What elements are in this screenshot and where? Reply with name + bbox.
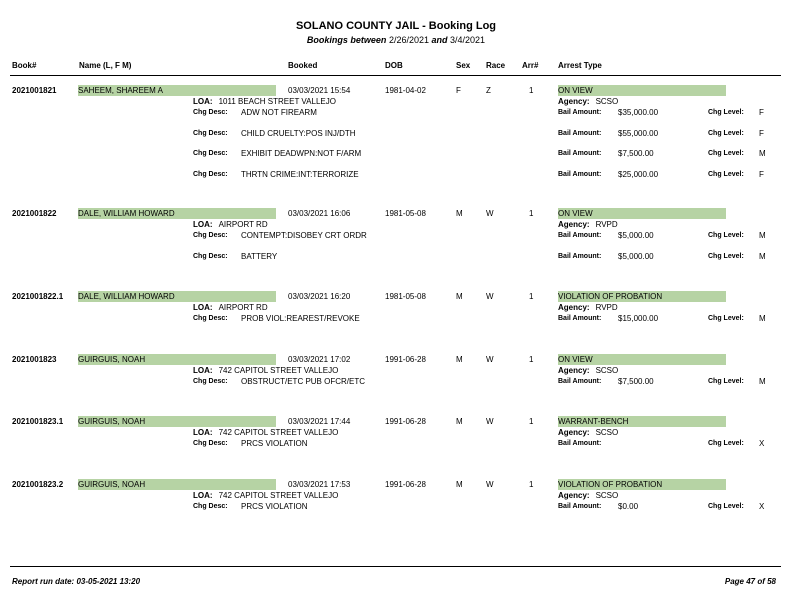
race: W — [486, 292, 494, 301]
agency-label: Agency: — [558, 97, 590, 106]
loa-value: 742 CAPITOL STREET VALLEJO — [218, 428, 339, 437]
bail-amount: $7,500.00 — [618, 377, 654, 386]
bail-amount: $5,000.00 — [618, 231, 654, 240]
charge-description: ADW NOT FIREARM — [241, 108, 317, 117]
booking-record — [0, 417, 792, 477]
charge-description: THRTN CRIME:INT:TERRORIZE — [241, 170, 359, 179]
footer-divider — [10, 566, 781, 567]
charge-level: F — [759, 129, 764, 138]
subtitle-and: and — [431, 35, 448, 45]
sex: M — [456, 480, 463, 489]
loa-line — [193, 97, 336, 106]
agency-value: RVPD — [595, 220, 618, 229]
inmate-name: DALE, WILLIAM HOWARD — [78, 208, 276, 219]
bail-amount: $35,000.00 — [618, 108, 659, 117]
chg-level-label: Chg Level: — [708, 130, 744, 137]
dob: 1991-06-28 — [385, 417, 426, 426]
sex: M — [456, 209, 463, 218]
dob: 1981-04-02 — [385, 86, 426, 95]
inmate-name: DALE, WILLIAM HOWARD — [78, 291, 276, 302]
bail-amount-label: Bail Amount: — [558, 503, 602, 510]
race: W — [486, 355, 494, 364]
chg-desc-label: Chg Desc: — [193, 503, 228, 510]
chg-level-label: Chg Level: — [708, 150, 744, 157]
arrest-number: 1 — [529, 292, 534, 301]
chg-level-label: Chg Level: — [708, 440, 744, 447]
booking-record — [0, 209, 792, 269]
charge-description: PRCS VIOLATION — [241, 439, 308, 448]
chg-desc-label: Chg Desc: — [193, 378, 228, 385]
race: Z — [486, 86, 491, 95]
bail-amount: $15,000.00 — [618, 314, 659, 323]
chg-level-label: Chg Level: — [708, 232, 744, 239]
arrest-type: WARRANT-BENCH — [558, 416, 726, 427]
loa-line — [193, 491, 338, 500]
loa-label: LOA: — [193, 303, 213, 312]
date-from: 2/26/2021 — [388, 35, 429, 45]
dob: 1991-06-28 — [385, 480, 426, 489]
report-subtitle — [0, 35, 792, 45]
booked-datetime: 03/03/2021 17:44 — [288, 417, 351, 426]
book-number: 2021001822 — [12, 209, 57, 218]
col-header-arr: Arr# — [522, 61, 539, 70]
loa-value: AIRPORT RD — [218, 220, 268, 229]
loa-label: LOA: — [193, 366, 213, 375]
loa-label: LOA: — [193, 491, 213, 500]
page-number: Page 47 of 58 — [724, 577, 776, 586]
race: W — [486, 417, 494, 426]
arrest-type: VIOLATION OF PROBATION — [558, 291, 726, 302]
agency-line — [558, 491, 618, 500]
charge-level: F — [759, 170, 764, 179]
booking-record — [0, 355, 792, 415]
race: W — [486, 480, 494, 489]
book-number: 2021001821 — [12, 86, 57, 95]
agency-line — [558, 303, 618, 312]
chg-level-label: Chg Level: — [708, 378, 744, 385]
date-to: 3/4/2021 — [450, 35, 486, 45]
book-number: 2021001822.1 — [12, 292, 64, 301]
sex: F — [456, 86, 461, 95]
book-number: 2021001823.1 — [12, 417, 64, 426]
booked-datetime: 03/03/2021 16:20 — [288, 292, 351, 301]
col-header-arrest-type: Arrest Type — [558, 61, 602, 70]
agency-line — [558, 97, 618, 106]
loa-value: AIRPORT RD — [218, 303, 268, 312]
chg-desc-label: Chg Desc: — [193, 315, 228, 322]
col-header-race: Race — [486, 61, 506, 70]
agency-line — [558, 366, 618, 375]
agency-label: Agency: — [558, 491, 590, 500]
dob: 1981-05-08 — [385, 292, 426, 301]
charge-description: PRCS VIOLATION — [241, 502, 308, 511]
bail-amount-label: Bail Amount: — [558, 378, 602, 385]
sex: M — [456, 292, 463, 301]
race: W — [486, 209, 494, 218]
loa-label: LOA: — [193, 428, 213, 437]
bail-amount: $55,000.00 — [618, 129, 659, 138]
agency-label: Agency: — [558, 220, 590, 229]
charge-description: CHILD CRUELTY:POS INJ/DTH — [241, 129, 356, 138]
agency-line — [558, 428, 618, 437]
chg-level-label: Chg Level: — [708, 171, 744, 178]
chg-desc-label: Chg Desc: — [193, 130, 228, 137]
arrest-number: 1 — [529, 86, 534, 95]
charge-description: CONTEMPT:DISOBEY CRT ORDR — [241, 231, 367, 240]
arrest-number: 1 — [529, 209, 534, 218]
booked-datetime: 03/03/2021 17:53 — [288, 480, 351, 489]
report-title: SOLANO COUNTY JAIL - Booking Log — [295, 20, 497, 32]
subtitle-prefix: Bookings between — [306, 35, 387, 45]
loa-line — [193, 220, 268, 229]
col-header-name: Name (L, F M) — [79, 61, 132, 70]
col-header-dob: DOB — [385, 61, 403, 70]
charge-level: M — [759, 377, 766, 386]
agency-value: SCSO — [595, 428, 619, 437]
agency-value: SCSO — [595, 366, 619, 375]
charge-level: M — [759, 314, 766, 323]
bail-amount-label: Bail Amount: — [558, 253, 602, 260]
arrest-number: 1 — [529, 355, 534, 364]
header-divider — [10, 75, 781, 76]
dob: 1981-05-08 — [385, 209, 426, 218]
chg-desc-label: Chg Desc: — [193, 171, 228, 178]
chg-desc-label: Chg Desc: — [193, 440, 228, 447]
bail-amount: $25,000.00 — [618, 170, 659, 179]
bail-amount: $0.00 — [618, 502, 639, 511]
chg-desc-label: Chg Desc: — [193, 150, 228, 157]
booking-record — [0, 480, 792, 540]
arrest-type: ON VIEW — [558, 85, 726, 96]
arrest-type: ON VIEW — [558, 208, 726, 219]
loa-label: LOA: — [193, 220, 213, 229]
charge-level: M — [759, 231, 766, 240]
bail-amount-label: Bail Amount: — [558, 232, 602, 239]
booking-record — [0, 292, 792, 352]
charge-description: BATTERY — [241, 252, 278, 261]
chg-level-label: Chg Level: — [708, 109, 744, 116]
chg-level-label: Chg Level: — [708, 253, 744, 260]
col-header-booked: Booked — [288, 61, 318, 70]
loa-value: 742 CAPITOL STREET VALLEJO — [218, 366, 339, 375]
charge-level: F — [759, 108, 764, 117]
bail-amount-label: Bail Amount: — [558, 109, 602, 116]
bail-amount: $7,500.00 — [618, 149, 654, 158]
arrest-number: 1 — [529, 480, 534, 489]
chg-desc-label: Chg Desc: — [193, 109, 228, 116]
arrest-number: 1 — [529, 417, 534, 426]
charge-level: X — [759, 502, 765, 511]
agency-value: SCSO — [595, 97, 619, 106]
inmate-name: GUIRGUIS, NOAH — [78, 479, 276, 490]
inmate-name: SAHEEM, SHAREEM A — [78, 85, 276, 96]
charge-description: EXHIBIT DEADWPN:NOT F/ARM — [241, 149, 362, 158]
inmate-name: GUIRGUIS, NOAH — [78, 354, 276, 365]
book-number: 2021001823 — [12, 355, 57, 364]
loa-line — [193, 428, 338, 437]
charge-description: PROB VIOL:REAREST/REVOKE — [241, 314, 360, 323]
agency-line — [558, 220, 618, 229]
bail-amount-label: Bail Amount: — [558, 130, 602, 137]
charge-level: X — [759, 439, 765, 448]
chg-desc-label: Chg Desc: — [193, 232, 228, 239]
agency-label: Agency: — [558, 303, 590, 312]
dob: 1991-06-28 — [385, 355, 426, 364]
agency-label: Agency: — [558, 428, 590, 437]
report-run-date: Report run date: 03-05-2021 13:20 — [12, 577, 141, 586]
booking-record — [0, 86, 792, 179]
sex: M — [456, 355, 463, 364]
chg-level-label: Chg Level: — [708, 503, 744, 510]
charge-level: M — [759, 149, 766, 158]
bail-amount-label: Bail Amount: — [558, 440, 602, 447]
loa-value: 742 CAPITOL STREET VALLEJO — [218, 491, 339, 500]
loa-line — [193, 366, 338, 375]
bail-amount-label: Bail Amount: — [558, 171, 602, 178]
bail-amount-label: Bail Amount: — [558, 315, 602, 322]
loa-line — [193, 303, 268, 312]
charge-description: OBSTRUCT/ETC PUB OFCR/ETC — [241, 377, 366, 386]
book-number: 2021001823.2 — [12, 480, 64, 489]
col-header-sex: Sex — [456, 61, 471, 70]
loa-value: 1011 BEACH STREET VALLEJO — [218, 97, 336, 106]
sex: M — [456, 417, 463, 426]
arrest-type: VIOLATION OF PROBATION — [558, 479, 726, 490]
bail-amount-label: Bail Amount: — [558, 150, 602, 157]
bail-amount: $5,000.00 — [618, 252, 654, 261]
agency-value: RVPD — [595, 303, 618, 312]
loa-label: LOA: — [193, 97, 213, 106]
booked-datetime: 03/03/2021 17:02 — [288, 355, 351, 364]
arrest-type: ON VIEW — [558, 354, 726, 365]
booked-datetime: 03/03/2021 16:06 — [288, 209, 351, 218]
col-header-book: Book# — [12, 61, 37, 70]
inmate-name: GUIRGUIS, NOAH — [78, 416, 276, 427]
agency-label: Agency: — [558, 366, 590, 375]
chg-level-label: Chg Level: — [708, 315, 744, 322]
agency-value: SCSO — [595, 491, 619, 500]
booked-datetime: 03/03/2021 15:54 — [288, 86, 351, 95]
chg-desc-label: Chg Desc: — [193, 253, 228, 260]
charge-level: M — [759, 252, 766, 261]
